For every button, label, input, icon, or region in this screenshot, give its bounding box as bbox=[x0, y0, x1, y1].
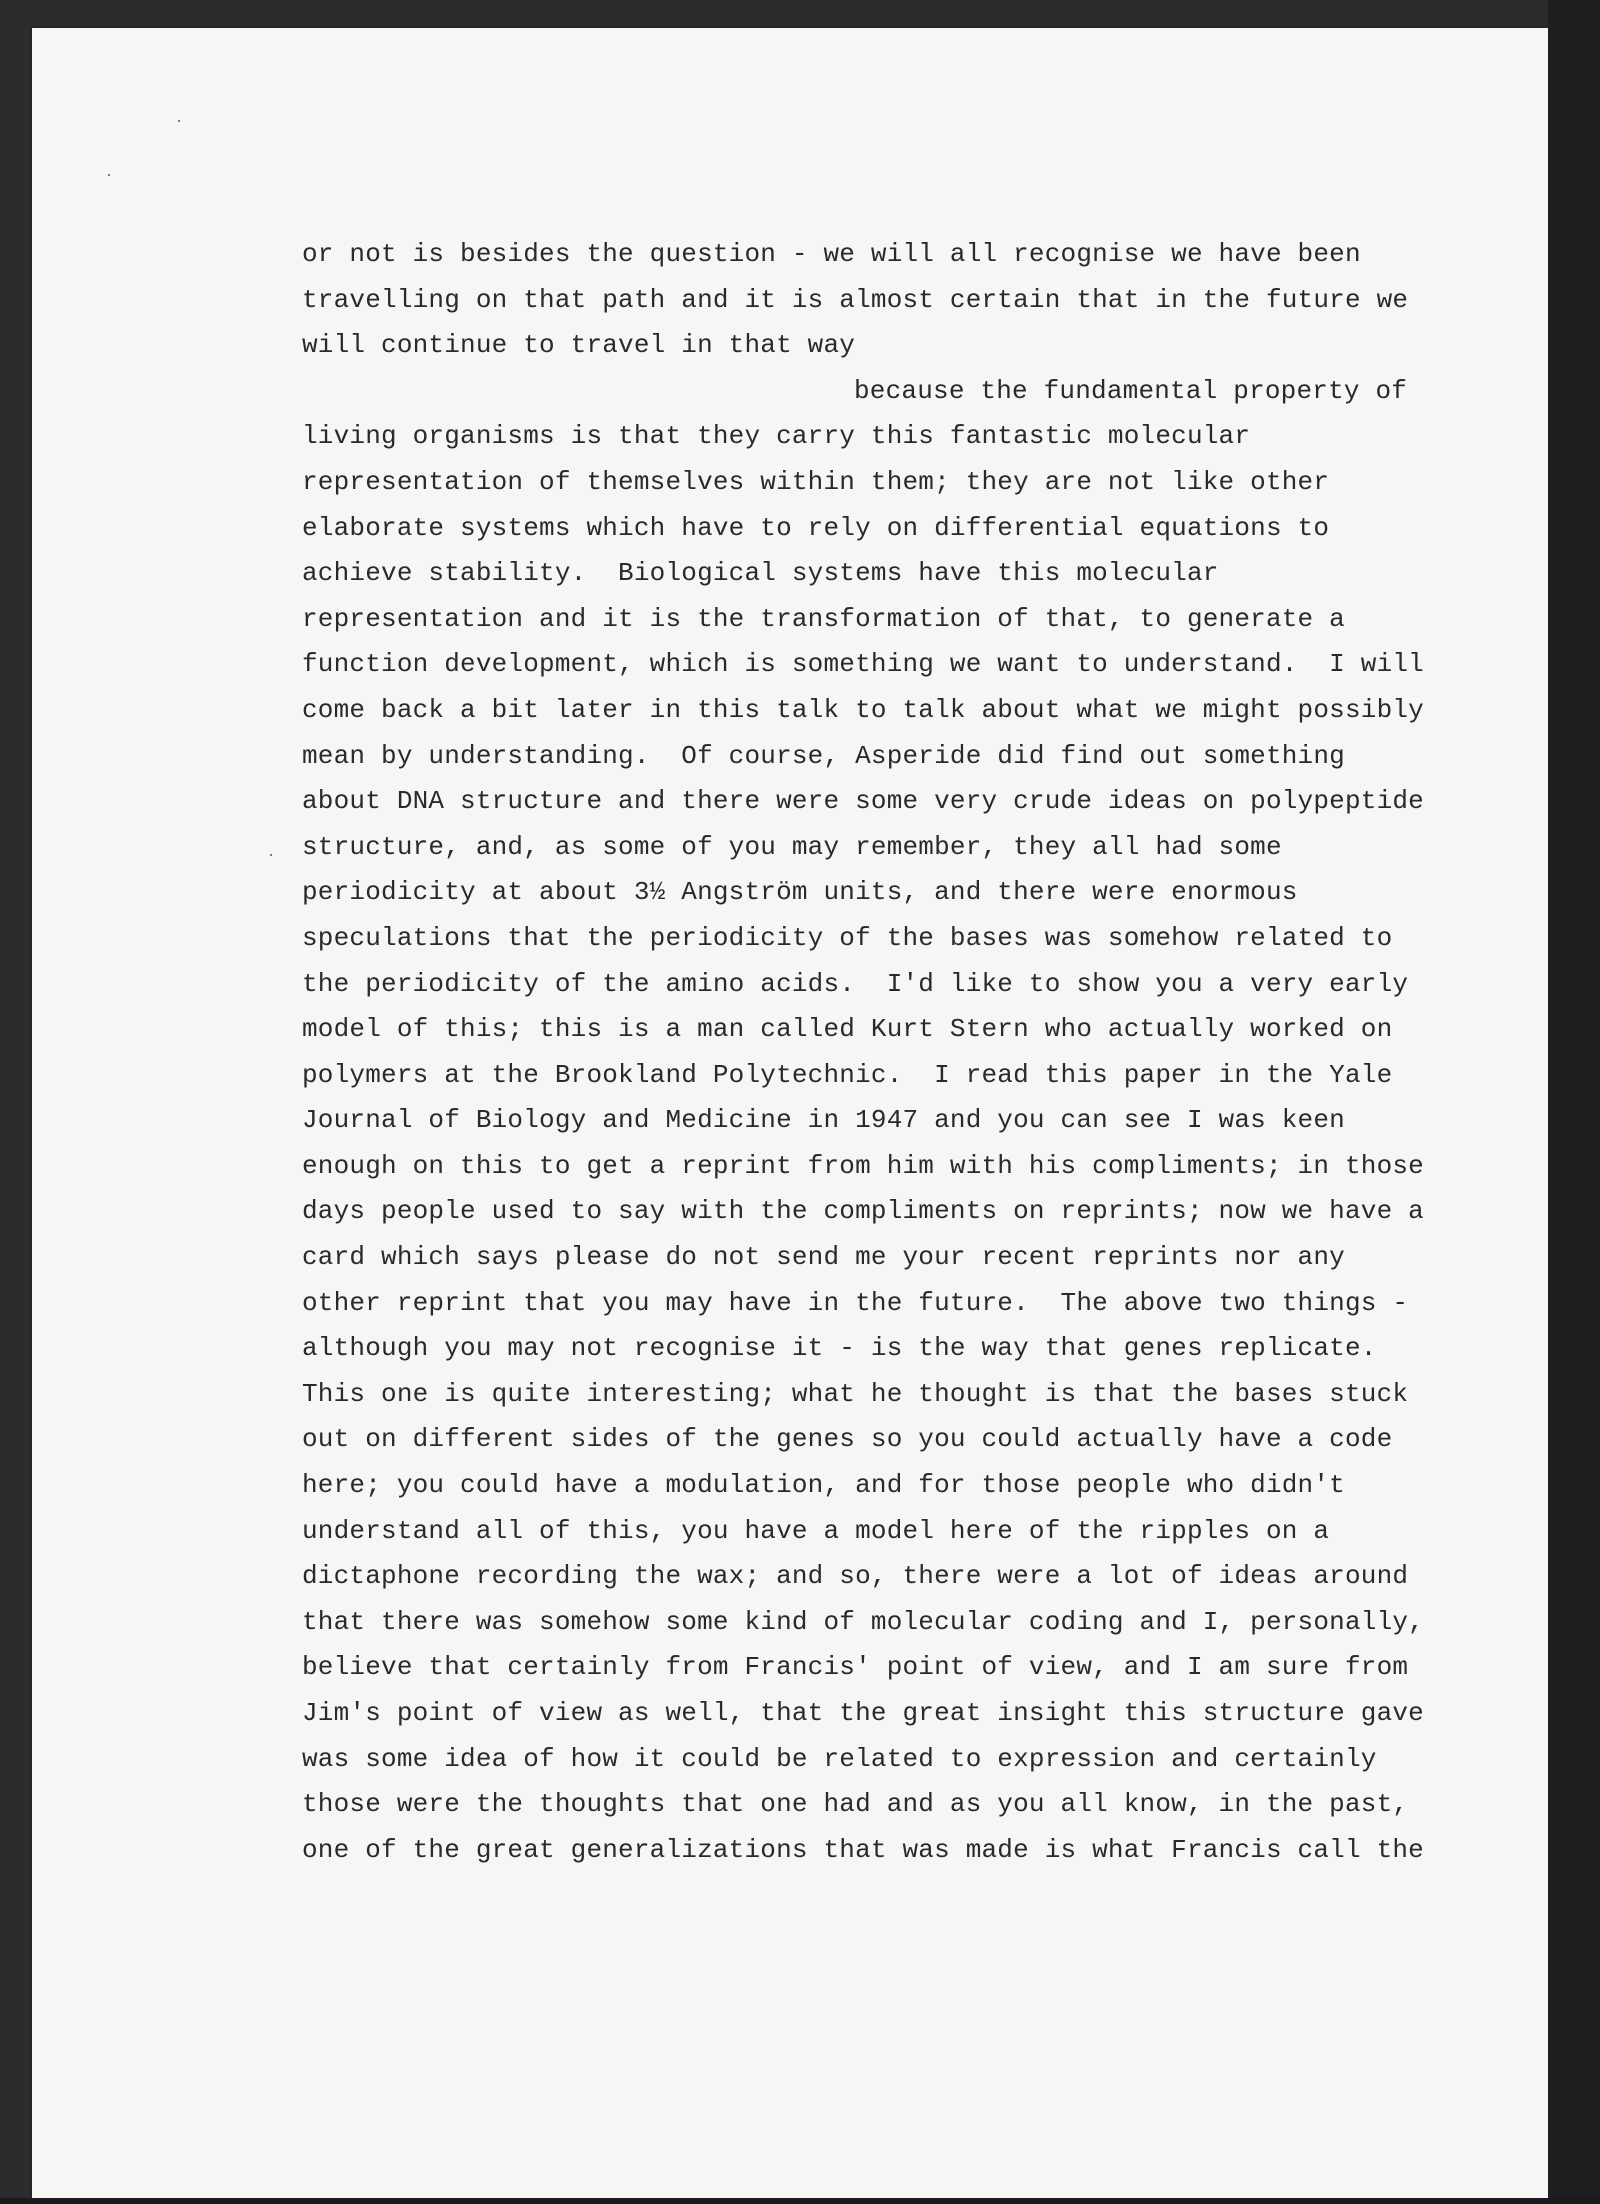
text-line: periodicity at about 3½ Angström units, and there were enormous bbox=[302, 877, 1298, 908]
text-line: understand all of this, you have a model here of the ripples on a bbox=[302, 1515, 1330, 1546]
text-line: card which says please do not send me your recent reprints nor any bbox=[302, 1242, 1345, 1273]
text-line: although you may not recognise it - is the way that genes replicate. bbox=[302, 1333, 1377, 1364]
text-line: representation of themselves within them; they are not like other bbox=[302, 466, 1330, 497]
text-line: days people used to say with the compliments on reprints; now we have a bbox=[302, 1196, 1424, 1227]
text-line: the periodicity of the amino acids. I'd like to show you a very early bbox=[302, 968, 1409, 999]
text-line: living organisms is that they carry this fantastic molecular bbox=[302, 421, 1251, 452]
text-line: Jim's point of view as well, that the great insight this structure gave bbox=[302, 1698, 1424, 1728]
text-line: structure, and, as some of you may remember, they all had some bbox=[302, 831, 1282, 862]
scan-background-edge bbox=[0, 2198, 1600, 2204]
text-line: was some idea of how it could be related to expression and certainly bbox=[302, 1743, 1377, 1774]
text-line: model of this; this is a man called Kurt Stern who actually worked on bbox=[302, 1014, 1393, 1045]
text-line: achieve stability. Biological systems have this molecular bbox=[302, 558, 1219, 589]
text-line: that there was somehow some kind of molecular coding and I, personally, bbox=[302, 1606, 1424, 1637]
text-line: function development, which is something we want to understand. I will bbox=[302, 649, 1424, 680]
text-line: dictaphone recording the wax; and so, there were a lot of ideas around bbox=[302, 1561, 1409, 1592]
text-line: one of the great generalizations that was made is what Francis call the bbox=[302, 1834, 1424, 1865]
text-line: other reprint that you may have in the future. The above two things - bbox=[302, 1287, 1409, 1318]
paper-speck bbox=[108, 174, 110, 176]
paper-speck bbox=[178, 120, 180, 122]
text-line: travelling on that path and it is almost certain that in the future we bbox=[302, 284, 1409, 315]
scan-background-edge bbox=[1548, 0, 1600, 2204]
text-line: those were the thoughts that one had and as you all know, in the past, bbox=[302, 1789, 1409, 1820]
text-line: come back a bit later in this talk to talk about what we might possibly bbox=[302, 694, 1424, 725]
text-line: out on different sides of the genes so you could actually have a code bbox=[302, 1424, 1393, 1455]
text-line: will continue to travel in that way bbox=[302, 330, 856, 361]
typewritten-text bbox=[302, 232, 1424, 1873]
text-line: believe that certainly from Francis' point of view, and I am sure from bbox=[302, 1652, 1409, 1683]
text-line: about DNA structure and there were some very crude ideas on polypeptide bbox=[302, 786, 1424, 817]
text-line: mean by understanding. Of course, Asperide did find out something bbox=[302, 740, 1345, 771]
text-line: enough on this to get a reprint from him with his compliments; in those bbox=[302, 1150, 1424, 1181]
text-line: elaborate systems which have to rely on differential equations to bbox=[302, 512, 1330, 543]
text-line: speculations that the periodicity of the bases was somehow related to bbox=[302, 922, 1393, 953]
paper-speck bbox=[270, 854, 272, 856]
text-line: because the fundamental property of bbox=[854, 375, 1408, 406]
text-line: or not is besides the question - we will all recognise we have been bbox=[302, 239, 1361, 269]
text-line: here; you could have a modulation, and for those people who didn't bbox=[302, 1470, 1345, 1501]
text-line: This one is quite interesting; what he thought is that the bases stuck bbox=[302, 1378, 1409, 1409]
text-line: Journal of Biology and Medicine in 1947 and you can see I was keen bbox=[302, 1105, 1345, 1136]
text-line: polymers at the Brookland Polytechnic. I read this paper in the Yale bbox=[302, 1059, 1393, 1090]
text-line: representation and it is the transformation of that, to generate a bbox=[302, 603, 1345, 634]
